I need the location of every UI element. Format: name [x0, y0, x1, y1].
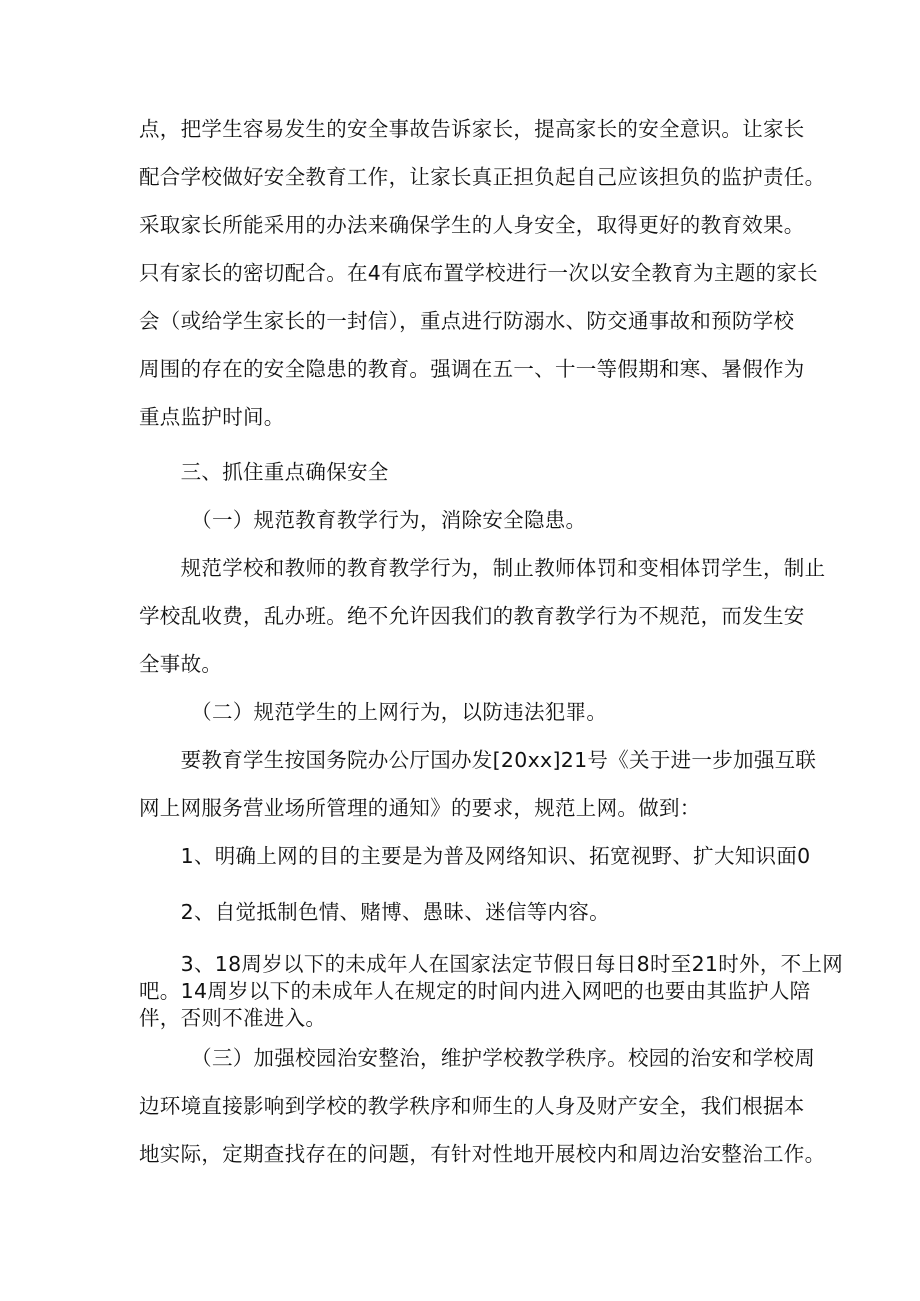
text-line: 学校乱收费，乱办班。绝不允许因我们的教育教学行为不规范，而发生安 — [139, 604, 805, 628]
section-heading-3 — [139, 448, 799, 496]
text-line: （三）加强校园治安整治，维护学校教学秩序。校园的治安和学校周 — [139, 1046, 816, 1070]
text-line: 伴，否则不准进入。 — [139, 1006, 327, 1030]
paragraph-campus-security — [139, 1034, 826, 1178]
text-line: 会（或给学生家长的一封信），重点进行防溺水、防交通事故和预防学校 — [139, 309, 795, 333]
subsection-heading-2 — [139, 688, 799, 736]
list-item-1 — [139, 832, 811, 880]
heading-text: （一）规范教育教学行为，消除安全隐患。 — [139, 508, 587, 532]
heading-text: 三、抓住重点确保安全 — [139, 460, 389, 484]
heading-text: （二）规范学生的上网行为，以防违法犯罪。 — [139, 700, 608, 724]
text-line: 2、自觉抵制色情、赌博、愚昧、迷信等内容。 — [139, 900, 610, 924]
paragraph-internet-rules — [139, 736, 817, 832]
subsection-heading-1 — [139, 496, 799, 544]
text-line: 规范学校和教师的教育教学行为，制止教师体罚和变相体罚学生，制止 — [139, 556, 826, 580]
text-line: 吧。14周岁以下的未成年人在规定的时间内进入网吧的也要由其监护人陪 — [139, 979, 811, 1003]
text-line: 周围的存在的安全隐患的教育。强调在五一、十一等假期和寒、暑假作为 — [139, 357, 805, 381]
text-line: 边环境直接影响到学校的教学秩序和师生的人身及财产安全，我们根据本 — [139, 1094, 805, 1118]
text-line: 配合学校做好安全教育工作，让家长真正担负起自己应该担负的监护责任。 — [139, 165, 826, 189]
text-line: 地实际，定期查找存在的问题，有针对性地开展校内和周边治安整治工作。 — [139, 1142, 826, 1166]
text-line: 1、明确上网的目的主要是为普及网络知识、拓宽视野、扩大知识面0 — [139, 844, 811, 868]
text-line: 3、18周岁以下的未成年人在国家法定节假日每日8时至21时外，不上网 — [139, 952, 844, 976]
text-line: 全事故。 — [139, 652, 223, 676]
text-line: 网上网服务营业场所管理的通知》的要求，规范上网。做到： — [139, 796, 701, 820]
text-line: 采取家长所能采用的办法来确保学生的人身安全，取得更好的教育效果。 — [139, 213, 805, 237]
text-line: 重点监护时间。 — [139, 405, 285, 429]
paragraph-teaching-behavior — [139, 544, 826, 688]
list-item-3 — [139, 951, 844, 1032]
list-item-2 — [139, 888, 799, 936]
text-line: 只有家长的密切配合。在4有底布置学校进行一次以安全教育为主题的家长 — [139, 261, 818, 285]
text-line: 点，把学生容易发生的安全事故告诉家长，提高家长的安全意识。让家长 — [139, 117, 805, 141]
paragraph-parents-cooperation — [139, 105, 826, 441]
text-line: 要教育学生按国务院办公厅国办发[20xx]21号《关于进一步加强互联 — [139, 748, 817, 772]
